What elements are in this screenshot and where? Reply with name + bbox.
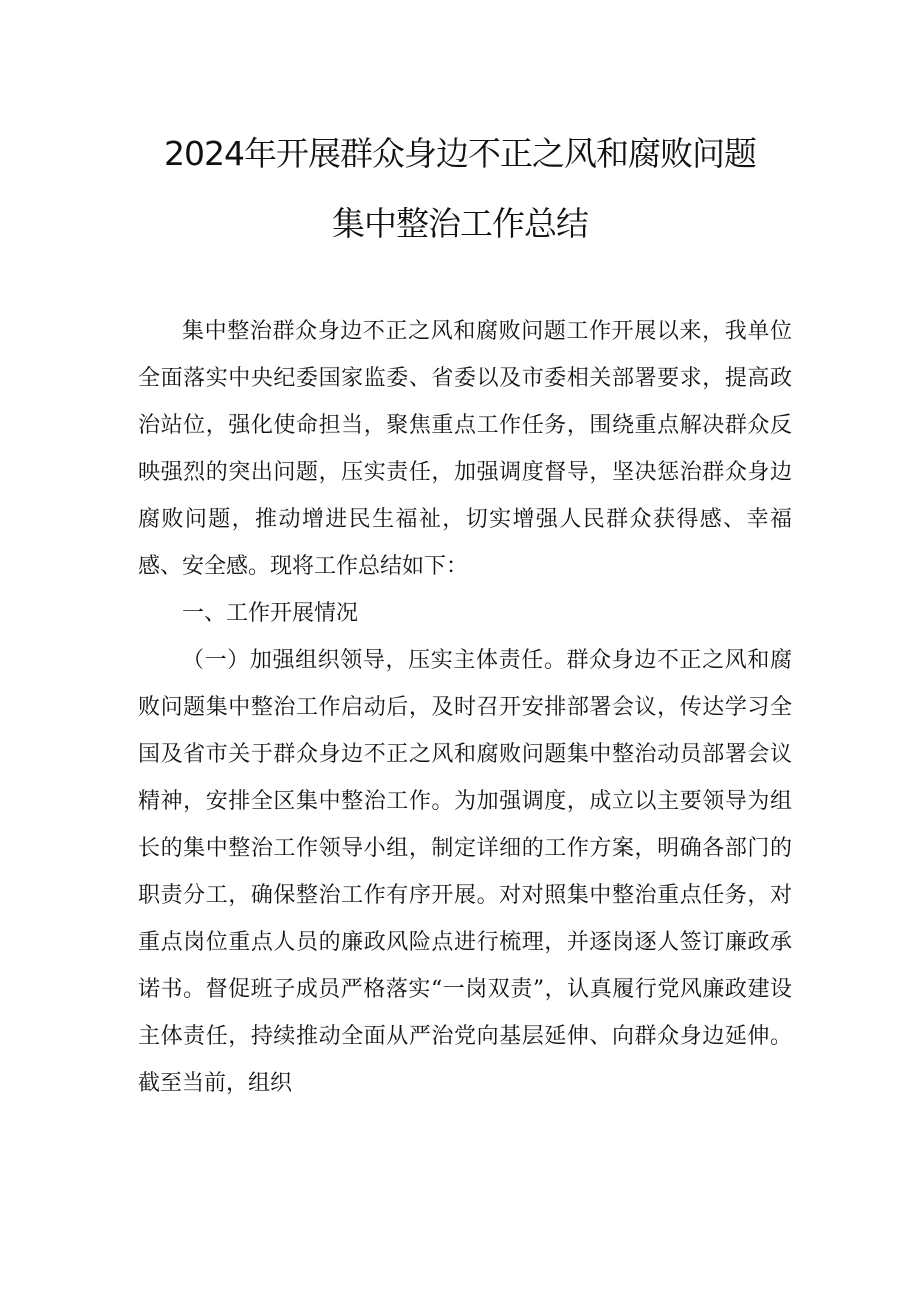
section-paragraph: （一）加强组织领导，压实主体责任。群众身边不正之风和腐败问题集中整治工作启动后，及时召开安排部署会议，传达学习全国及省市关于群众身边不正之风和腐败问题集中整治动员部署会议精神，安排全区集中整治工作。为加强调度，成立以主要领导为组长的集中整治工作领导小组，制定详细的工作方案，明确各部门的职责分工，确保整治工作有序开展。对对照集中整治重点任务，对重点岗位重点人员的廉政风险点进行梳理，并逐岗逐人签订廉政承诺书。督促班子成员严格落实“一岗双责”，认真履行党风廉政建设主体责任，持续推动全面从严治党向基层延伸、向群众身边延伸。截至当前，组织 <box>138 648 792 1096</box>
document-body <box>138 308 792 1107</box>
intro-paragraph: 集中整治群众身边不正之风和腐败问题工作开展以来，我单位全面落实中央纪委国家监委、省委以及市委相关部署要求，提高政治站位，强化使命担当，聚焦重点工作任务，围绕重点解决群众反映强烈的突出问题，压实责任，加强调度督导，坚决惩治群众身边腐败问题，推动增进民生福祉，切实增强人民群众获得感、幸福感、安全感。现将工作总结如下： <box>138 319 792 579</box>
document-title-line-2: 集中整治工作总结 <box>332 204 588 243</box>
section-heading: 一、工作开展情况 <box>182 601 359 626</box>
document-title-line-1: 2024年开展群众身边不正之风和腐败问题 <box>164 134 756 173</box>
